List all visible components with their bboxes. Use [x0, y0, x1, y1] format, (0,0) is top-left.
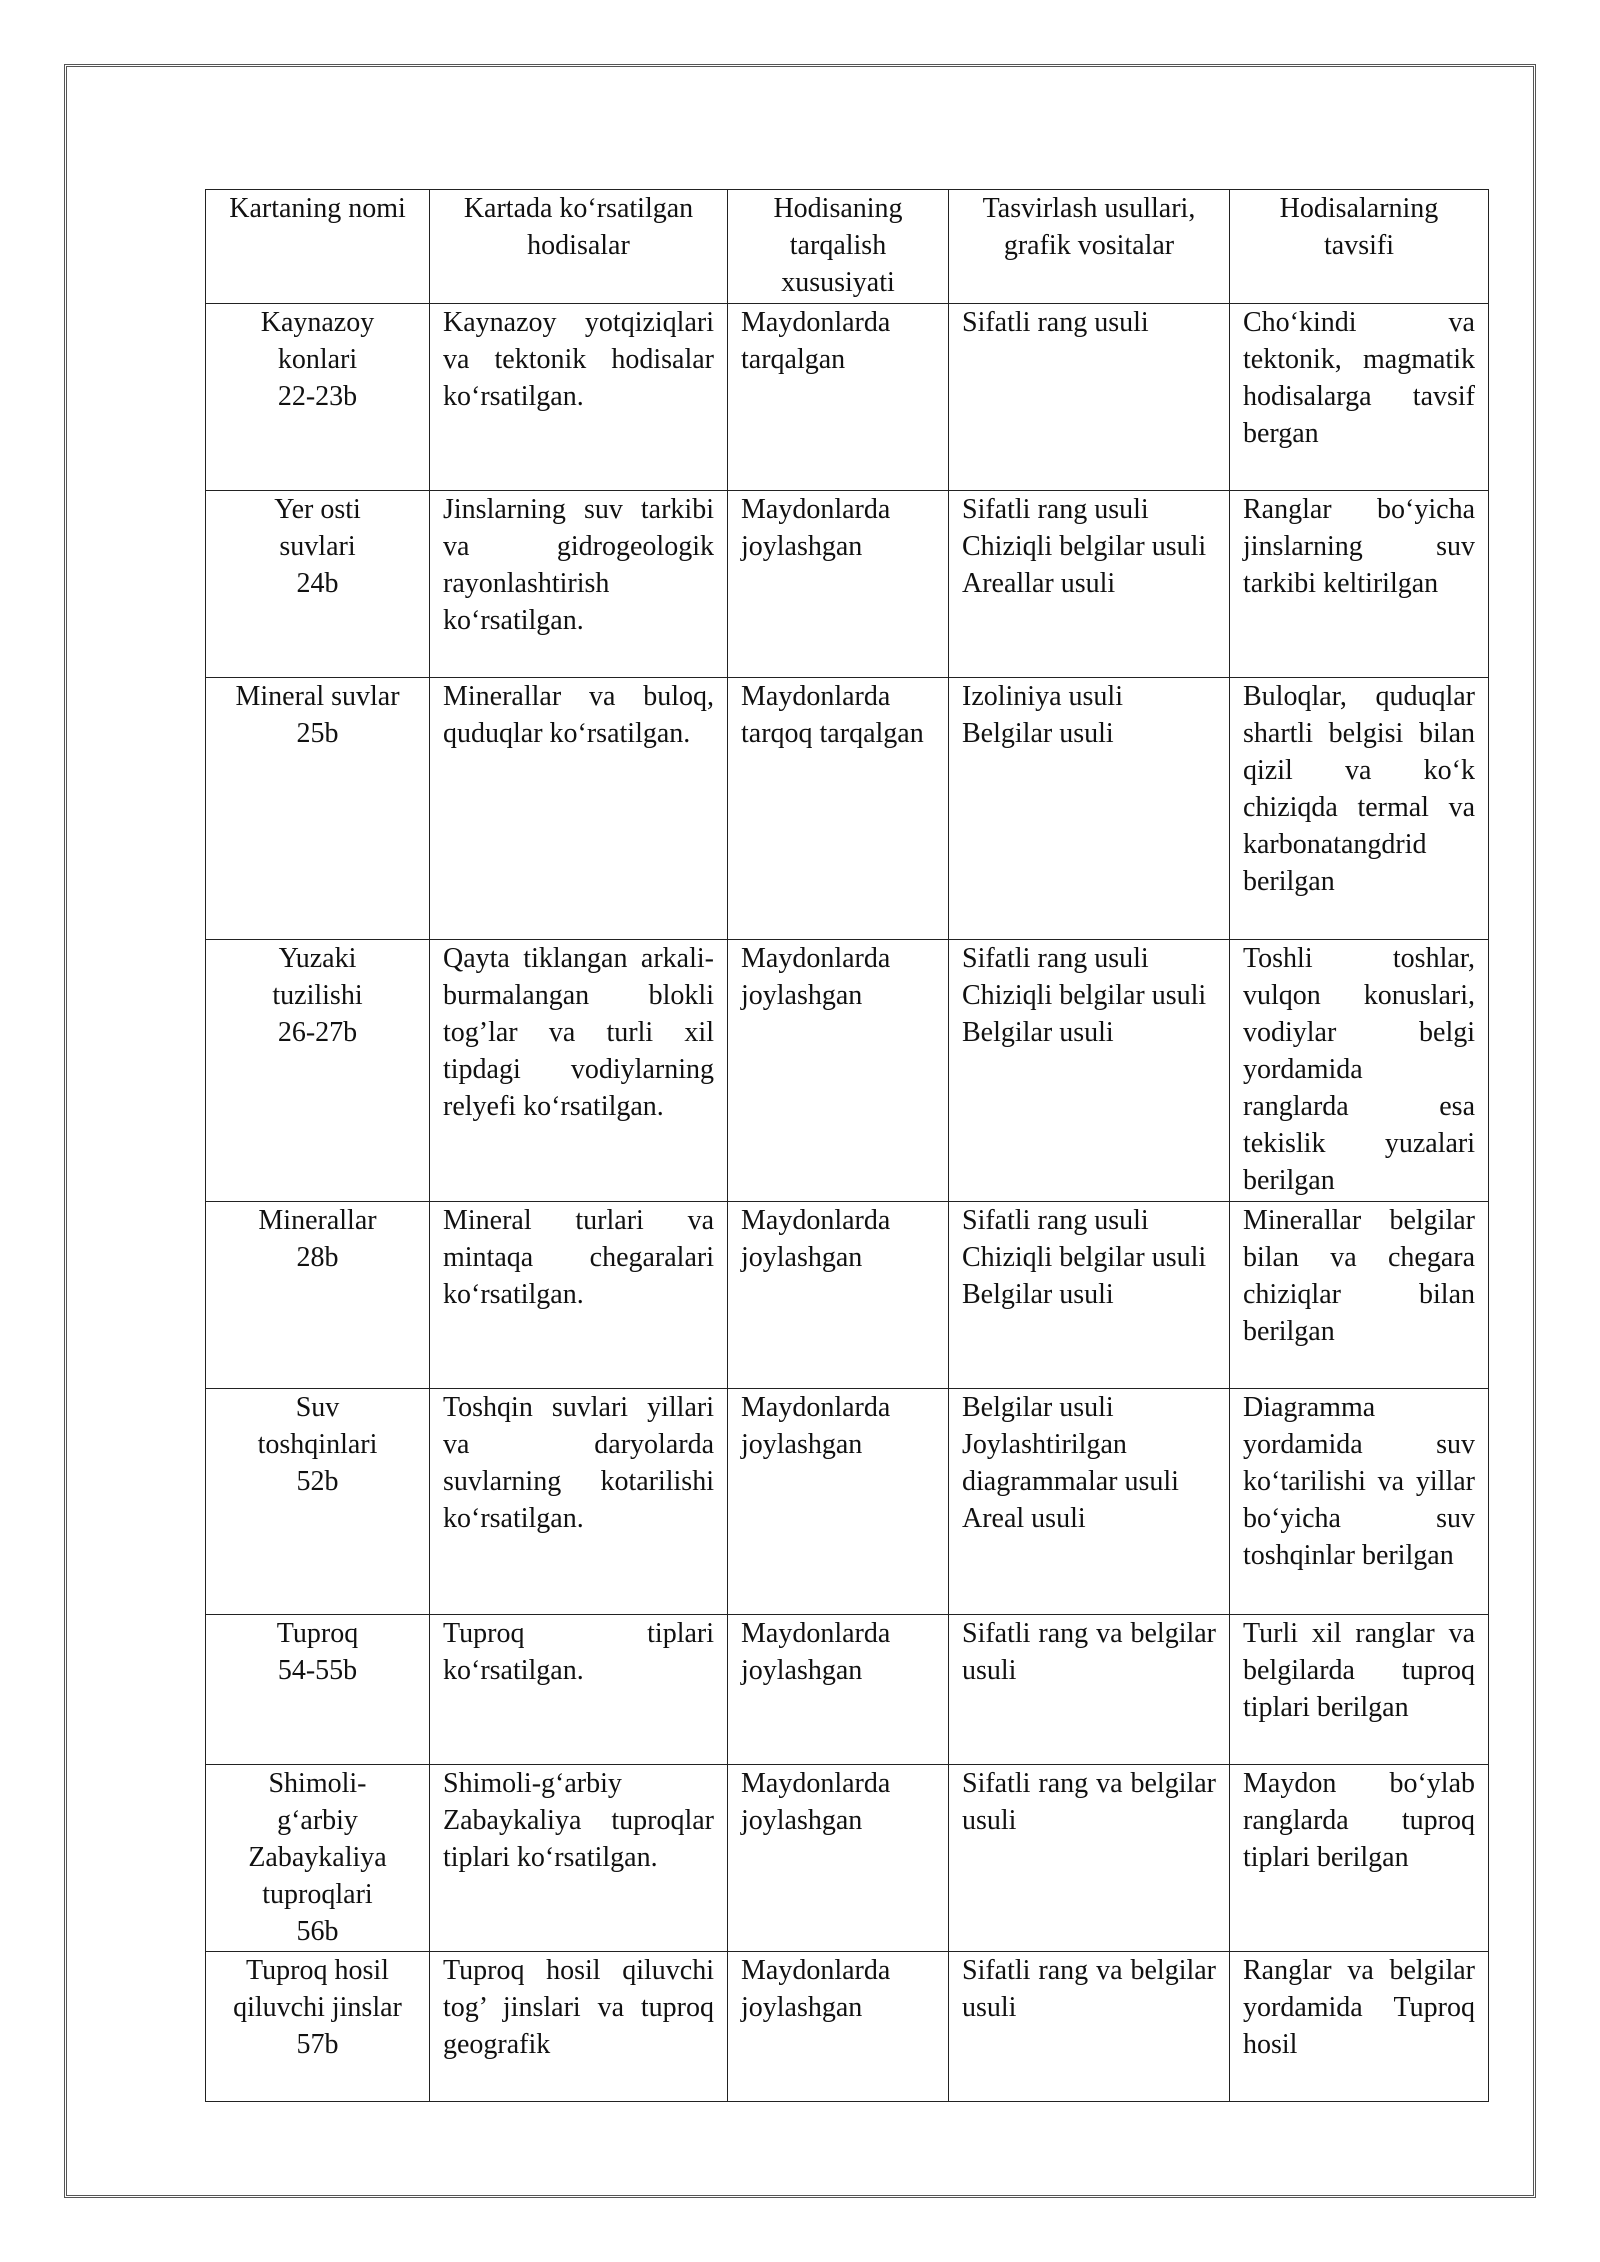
events-cell: Kaynazoy yotqiziqlari va tektonik hodisalar ko‘rsatilgan.: [430, 304, 728, 491]
map-name-cell: Yuzaki tuzilishi 26-27b: [206, 940, 430, 1202]
map-name-cell: Yer osti suvlari 24b: [206, 491, 430, 678]
table-row: [206, 678, 1489, 940]
table-row: [206, 1615, 1489, 1765]
description-cell: Diagramma yordamida suv ko‘tarilishi va yillar bo‘yicha suv toshqinlar berilgan: [1230, 1389, 1489, 1615]
spread-cell: Maydonlarda tarqalgan: [728, 304, 949, 491]
events-cell: Toshqin suvlari yillari va daryolarda suvlarning kotarilishi ko‘rsatilgan.: [430, 1389, 728, 1615]
maps-table: [205, 189, 1489, 2102]
methods-cell: Izoliniya usuli Belgilar usuli: [949, 678, 1230, 940]
spread-cell: Maydonlarda joylashgan: [728, 1765, 949, 1952]
map-name-cell: Minerallar 28b: [206, 1202, 430, 1389]
header-spread: Hodisaning tarqalish xususiyati: [728, 190, 949, 304]
methods-cell: Sifatli rang usuli Chiziqli belgilar usuli Areallar usuli: [949, 491, 1230, 678]
events-cell: Shimoli-g‘arbiy Zabaykaliya tuproqlar tiplari ko‘rsatilgan.: [430, 1765, 728, 1952]
spread-cell: Maydonlarda joylashgan: [728, 1202, 949, 1389]
table-row: [206, 940, 1489, 1202]
spread-cell: Maydonlarda joylashgan: [728, 940, 949, 1202]
description-cell: Maydon bo‘ylab ranglarda tuproq tiplari berilgan: [1230, 1765, 1489, 1952]
spread-cell: Maydonlarda joylashgan: [728, 1615, 949, 1765]
methods-cell: Sifatli rang va belgilar usuli: [949, 1615, 1230, 1765]
methods-cell: Sifatli rang usuli: [949, 304, 1230, 491]
spread-cell: Maydonlarda tarqoq tarqalgan: [728, 678, 949, 940]
table-row: [206, 304, 1489, 491]
events-cell: Minerallar va buloq, quduqlar ko‘rsatilgan.: [430, 678, 728, 940]
events-cell: Jinslarning suv tarkibi va gidrogeologik rayonlashtirish ko‘rsatilgan.: [430, 491, 728, 678]
description-cell: Ranglar va belgilar yordamida Tuproq hosil: [1230, 1952, 1489, 2102]
description-cell: Minerallar belgilar bilan va chegara chiziqlar bilan berilgan: [1230, 1202, 1489, 1389]
description-cell: Toshli toshlar, vulqon konuslari, vodiylar belgi yordamida ranglarda esa tekislik yuzalari berilgan: [1230, 940, 1489, 1202]
map-name-cell: Kaynazoy konlari 22-23b: [206, 304, 430, 491]
map-name-cell: Tuproq hosil qiluvchi jinslar 57b: [206, 1952, 430, 2102]
methods-cell: Sifatli rang va belgilar usuli: [949, 1952, 1230, 2102]
table-row: [206, 1389, 1489, 1615]
description-cell: Ranglar bo‘yicha jinslarning suv tarkibi keltirilgan: [1230, 491, 1489, 678]
table-row: [206, 1202, 1489, 1389]
header-row: [206, 190, 1489, 304]
header-methods: Tasvirlash usullari, grafik vositalar: [949, 190, 1230, 304]
table-row: [206, 1952, 1489, 2102]
events-cell: Mineral turlari va mintaqa chegaralari ko‘rsatilgan.: [430, 1202, 728, 1389]
map-name-cell: Mineral suvlar 25b: [206, 678, 430, 940]
header-events: Kartada ko‘rsatilgan hodisalar: [430, 190, 728, 304]
spread-cell: Maydonlarda joylashgan: [728, 1952, 949, 2102]
table-row: [206, 1765, 1489, 1952]
methods-cell: Sifatli rang va belgilar usuli: [949, 1765, 1230, 1952]
map-name-cell: Shimoli- g‘arbiy Zabaykaliya tuproqlari 56b: [206, 1765, 430, 1952]
events-cell: Tuproq tiplari ko‘rsatilgan.: [430, 1615, 728, 1765]
map-name-cell: Suv toshqinlari 52b: [206, 1389, 430, 1615]
description-cell: Cho‘kindi va tektonik, magmatik hodisalarga tavsif bergan: [1230, 304, 1489, 491]
header-description: Hodisalarning tavsifi: [1230, 190, 1489, 304]
events-cell: Tuproq hosil qiluvchi tog’ jinslari va tuproq geografik: [430, 1952, 728, 2102]
spread-cell: Maydonlarda joylashgan: [728, 491, 949, 678]
header-map-name: Kartaning nomi: [206, 190, 430, 304]
events-cell: Qayta tiklangan arkali-burmalangan blokli tog’lar va turli xil tipdagi vodiylarning relyefi ko‘rsatilgan.: [430, 940, 728, 1202]
methods-cell: Belgilar usuli Joylashtirilgan diagrammalar usuli Areal usuli: [949, 1389, 1230, 1615]
map-name-cell: Tuproq 54-55b: [206, 1615, 430, 1765]
spread-cell: Maydonlarda joylashgan: [728, 1389, 949, 1615]
description-cell: Buloqlar, quduqlar shartli belgisi bilan qizil va ko‘k chiziqda termal va karbonatangdrid berilgan: [1230, 678, 1489, 940]
methods-cell: Sifatli rang usuli Chiziqli belgilar usuli Belgilar usuli: [949, 940, 1230, 1202]
methods-cell: Sifatli rang usuli Chiziqli belgilar usuli Belgilar usuli: [949, 1202, 1230, 1389]
table-row: [206, 491, 1489, 678]
description-cell: Turli xil ranglar va belgilarda tuproq tiplari berilgan: [1230, 1615, 1489, 1765]
